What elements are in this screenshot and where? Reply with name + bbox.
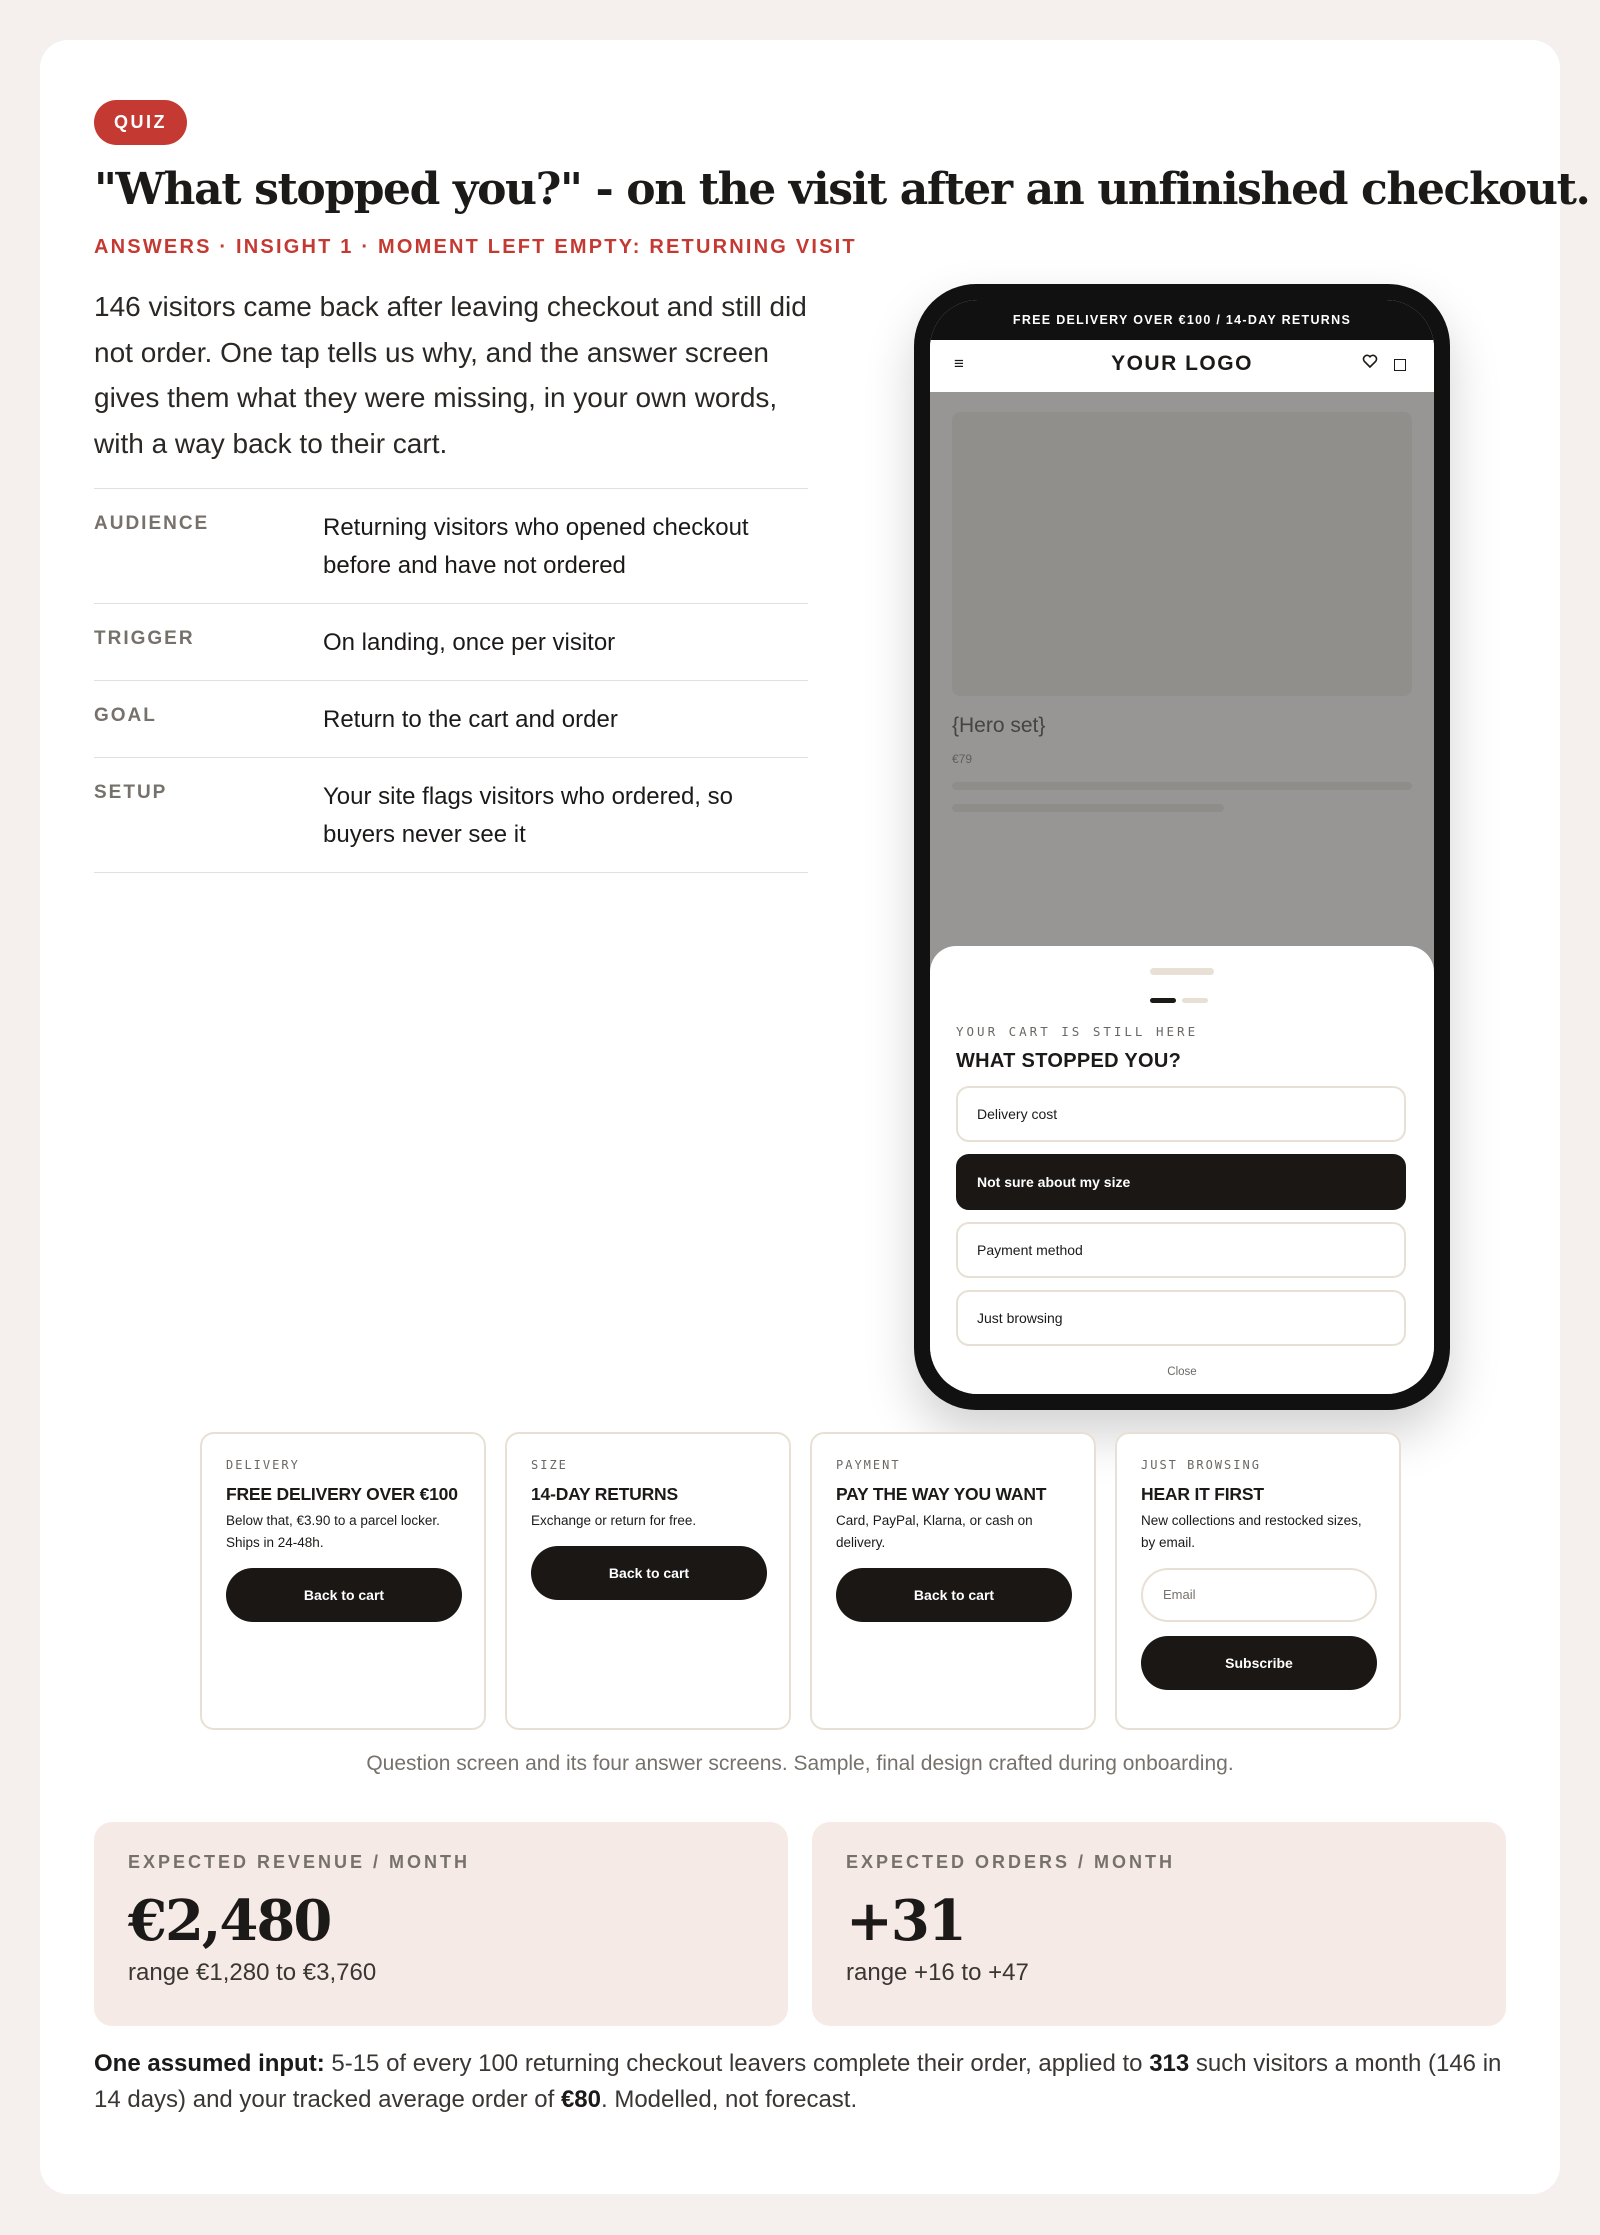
stat-label: EXPECTED REVENUE / MONTH [128, 1852, 471, 1872]
kicker-line: ANSWERS · INSIGHT 1 · MOMENT LEFT EMPTY: RETURNING VISIT [94, 236, 857, 258]
fact-value: Your site flags visitors who ordered, so buyers never see it [323, 783, 733, 848]
fact-row-setup [94, 758, 808, 873]
sheet-grabber[interactable] [1150, 968, 1214, 975]
stat-range: range €1,280 to €3,760 [128, 1959, 377, 1986]
fact-key: AUDIENCE [94, 513, 210, 534]
step-indicator-active [1150, 998, 1176, 1003]
card-eyebrow: DELIVERY [226, 1458, 300, 1472]
figure-caption: Question screen and its four answer screens. Sample, final design crafted during onboarding. [366, 1752, 1234, 1775]
sheet-eyebrow: YOUR CART IS STILL HERE [956, 1024, 1199, 1039]
page-title: "What stopped you?" - on the visit after an unfinished checkout. [94, 164, 1590, 215]
card-eyebrow: SIZE [531, 1458, 568, 1472]
card-title: HEAR IT FIRST [1141, 1484, 1264, 1504]
quiz-tag: QUIZ [94, 100, 187, 145]
card-title: 14-DAY RETURNS [531, 1484, 678, 1504]
revenue-stat-box [94, 1822, 788, 2026]
close-link[interactable]: Close [1167, 1366, 1197, 1378]
stat-range: range +16 to +47 [846, 1959, 1029, 1986]
step-indicator-inactive [1182, 998, 1208, 1003]
back-to-cart-button[interactable]: Back to cart [531, 1546, 767, 1600]
stat-value: +31 [846, 1888, 965, 1954]
email-input[interactable]: Email [1141, 1568, 1377, 1622]
answer-card-browsing [1115, 1432, 1401, 1730]
stat-value: €2,480 [128, 1888, 331, 1954]
footnote-text: such visitors a month (146 in 14 days) and your tracked average order of [94, 2050, 1502, 2113]
card-title: PAY THE WAY YOU WANT [836, 1484, 1047, 1504]
hero-product-price: €79 [952, 752, 973, 766]
hero-product-name: {Hero set} [952, 714, 1046, 737]
fact-row-trigger [94, 604, 808, 681]
option-payment-method[interactable]: Payment method [956, 1222, 1406, 1278]
store-logo[interactable]: YOUR LOGO [1111, 352, 1253, 375]
bag-icon[interactable] [1394, 359, 1406, 371]
stat-label: EXPECTED ORDERS / MONTH [846, 1852, 1176, 1872]
footnote-visitors: 313 [1149, 2050, 1190, 2077]
card-body: Card, PayPal, Klarna, or cash on delivery. [836, 1513, 1033, 1550]
facts-table [94, 488, 808, 873]
footnote-lead: One assumed input: [94, 2050, 325, 2077]
card-eyebrow: PAYMENT [836, 1458, 901, 1472]
fact-value: Return to the cart and order [323, 706, 618, 733]
answer-card-size [505, 1432, 791, 1730]
option-just-browsing[interactable]: Just browsing [956, 1290, 1406, 1346]
quiz-bottom-sheet [930, 946, 1434, 1394]
fact-value: On landing, once per visitor [323, 629, 616, 656]
card-body: New collections and restocked sizes, by email. [1141, 1513, 1362, 1550]
heart-icon[interactable] [1362, 353, 1378, 374]
fact-row-audience [94, 489, 808, 604]
card-body: Below that, €3.90 to a parcel locker. Ships in 24-48h. [226, 1513, 440, 1550]
orders-stat-box [812, 1822, 1506, 2026]
answer-card-delivery [200, 1432, 486, 1730]
footnote-aov: €80 [560, 2086, 601, 2113]
fact-key: SETUP [94, 782, 168, 803]
option-size-selected[interactable]: Not sure about my size [956, 1154, 1406, 1210]
option-delivery-cost[interactable]: Delivery cost [956, 1086, 1406, 1142]
answer-card-payment [810, 1432, 1096, 1730]
phone-mockup [914, 284, 1450, 1410]
intro-paragraph: 146 visitors came back after leaving checkout and still did not order. One tap tells us why, and the answer screen gives them what they were missing, in your own words, with a way back to their cart. [94, 291, 807, 459]
fact-row-goal [94, 681, 808, 758]
back-to-cart-button[interactable]: Back to cart [226, 1568, 462, 1622]
store-navbar [930, 340, 1434, 393]
card-eyebrow: JUST BROWSING [1141, 1458, 1261, 1472]
menu-icon[interactable]: ≡ [954, 354, 964, 373]
phone-screen [930, 300, 1434, 1394]
footnote-text: . Modelled, not forecast. [600, 2086, 858, 2113]
sheet-title: WHAT STOPPED YOU? [956, 1050, 1182, 1072]
card-title: FREE DELIVERY OVER €100 [226, 1484, 458, 1504]
promo-bar: FREE DELIVERY OVER €100 / 14-DAY RETURNS [930, 300, 1434, 340]
fact-key: TRIGGER [94, 628, 195, 649]
footnote-text: 5-15 of every 100 returning checkout leavers complete their order, applied to [324, 2050, 1150, 2077]
back-to-cart-button[interactable]: Back to cart [836, 1568, 1072, 1622]
subscribe-button[interactable]: Subscribe [1141, 1636, 1377, 1690]
card-body: Exchange or return for free. [531, 1513, 697, 1528]
assumption-footnote [94, 2046, 1514, 2118]
fact-value: Returning visitors who opened checkout before and have not ordered [323, 514, 749, 579]
fact-key: GOAL [94, 705, 157, 726]
